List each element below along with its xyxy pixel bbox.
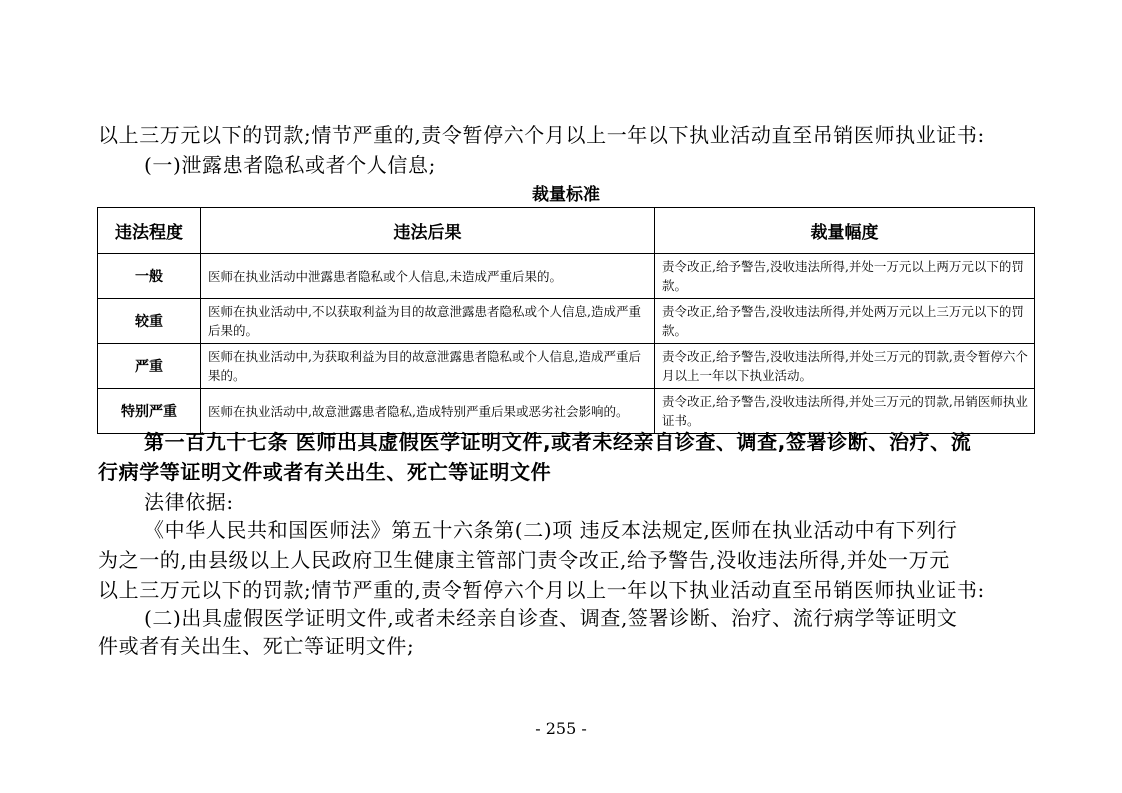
table-row (98, 344, 1035, 389)
row-penalty: 责令改正,给予警告,没收违法所得,并处两万元以上三万元以下的罚款。 (655, 299, 1035, 344)
legal-item-line-1: (二)出具虚假医学证明文件,或者未经亲自诊查、调查,签署诊断、治疗、流行病学等证明文 (144, 606, 958, 630)
row-consequence: 医师在执业活动中,故意泄露患者隐私,造成特别严重后果或恶劣社会影响的。 (201, 389, 655, 434)
row-level: 严重 (98, 344, 201, 389)
legal-basis-line-2: 为之一的,由县级以上人民政府卫生健康主管部门责令改正,给予警告,没收违法所得,并处一万元 (98, 548, 950, 572)
table-header-row (98, 208, 1035, 254)
article-heading-line-1: 第一百九十七条 医师出具虚假医学证明文件,或者未经亲自诊查、调查,签署诊断、治疗、流 (144, 430, 972, 454)
legal-item-line-2: 件或者有关出生、死亡等证明文件; (98, 634, 415, 658)
row-level: 较重 (98, 299, 201, 344)
article-heading-line-2: 行病学等证明文件或者有关出生、死亡等证明文件 (98, 460, 552, 484)
row-penalty: 责令改正,给予警告,没收违法所得,并处三万元的罚款,责令暂停六个月以上一年以下执业活动。 (655, 344, 1035, 389)
legal-basis-line-3: 以上三万元以下的罚款;情节严重的,责令暂停六个月以上一年以下执业活动直至吊销医师执业证书: (98, 578, 985, 602)
legal-basis-label: 法律依据: (144, 490, 234, 514)
paragraph-item-one: (一)泄露患者隐私或者个人信息; (144, 153, 436, 177)
table-row (98, 254, 1035, 299)
legal-basis-line-1: 《中华人民共和国医师法》第五十六条第(二)项 违反本法规定,医师在执业活动中有下列行 (144, 518, 958, 542)
table-caption: 裁量标准 (532, 185, 600, 205)
row-consequence: 医师在执业活动中,不以获取利益为目的故意泄露患者隐私或个人信息,造成严重后果的。 (201, 299, 655, 344)
table-row (98, 299, 1035, 344)
page-number: - 255 - (535, 719, 587, 738)
header-penalty-range: 裁量幅度 (655, 208, 1035, 254)
paragraph-continuation: 以上三万元以下的罚款;情节严重的,责令暂停六个月以上一年以下执业活动直至吊销医师执业证书: (98, 123, 985, 147)
row-consequence: 医师在执业活动中泄露患者隐私或个人信息,未造成严重后果的。 (201, 254, 655, 299)
discretion-standard-table (97, 207, 1035, 434)
header-violation-degree: 违法程度 (98, 208, 201, 254)
row-penalty: 责令改正,给予警告,没收违法所得,并处三万元的罚款,吊销医师执业证书。 (655, 389, 1035, 434)
row-level: 一般 (98, 254, 201, 299)
row-level: 特别严重 (98, 389, 201, 434)
row-consequence: 医师在执业活动中,为获取利益为目的故意泄露患者隐私或个人信息,造成严重后果的。 (201, 344, 655, 389)
header-violation-consequence: 违法后果 (201, 208, 655, 254)
row-penalty: 责令改正,给予警告,没收违法所得,并处一万元以上两万元以下的罚款。 (655, 254, 1035, 299)
